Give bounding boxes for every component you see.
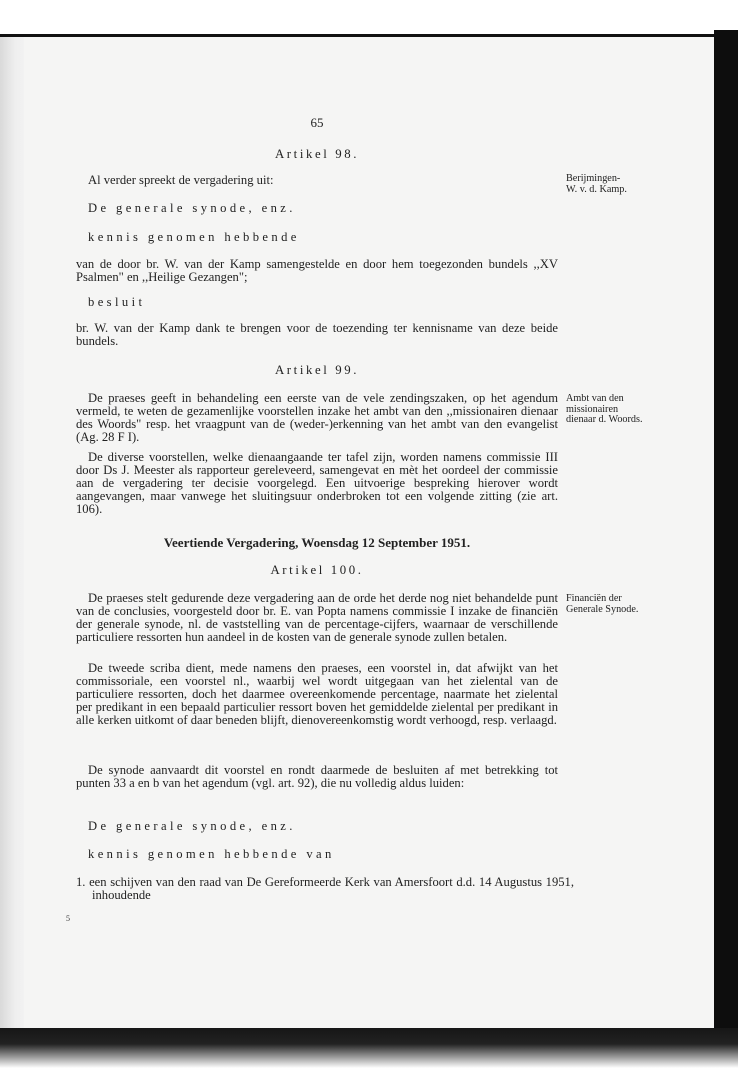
article-100-formula-kennis: kennis genomen hebbende van	[88, 847, 335, 861]
meeting-heading: Veertiende Vergadering, Woensdag 12 September 1951.	[163, 535, 471, 550]
article-98-besluit-text: br. W. van der Kamp dank te brengen voor de toezending ter kennisname van deze beide bundels.	[76, 321, 558, 348]
margin-note-financien: Financiën der Generale Synode.	[566, 593, 639, 615]
scan-top-edge	[0, 34, 722, 37]
margin-note-ambt: Ambt van den missionairen dienaar d. Woords.	[566, 393, 643, 425]
page-number: 65	[310, 115, 324, 130]
article-100-item-1: 1. een schijven van den raad van De Gereformeerde Kerk van Amersfoort d.d. 14 Augustus 1951, inhoudende	[76, 875, 574, 902]
article-100-title: Artikel 100.	[270, 563, 364, 577]
article-99-title: Artikel 99.	[274, 363, 360, 377]
margin-note-berijmingen: Berijmingen- W. v. d. Kamp.	[566, 173, 627, 195]
signature-mark: 5	[66, 914, 70, 923]
article-100-formula-synode: De generale synode, enz.	[88, 819, 296, 833]
article-100-paragraph-2: De tweede scriba dient, mede namens den praeses, een voorstel in, dat afwijkt van het commissoriale, een voorstel nl., waarbij wel wordt uitgegaan van het zielental van de particuliere ressorten, doch het daarmee overeenkomende percentage, naarmate het zielental per predikant in een bepaald particulier ressort boven het gemiddelde zielental per predikant in alle kerken uitkomt of daar beneden blijft, dienovereenkomstig wordt verhoogd, resp. verlaagd.	[76, 661, 558, 727]
article-98-considerans: van de door br. W. van der Kamp samengestelde en door hem toegezonden bundels ,,XV Psalmen" en ,,Heilige Gezangen";	[76, 257, 558, 284]
scan-right-edge	[714, 30, 738, 1040]
article-98-title: Artikel 98.	[274, 147, 360, 161]
article-98-formula-synode: De generale synode, enz.	[88, 201, 296, 215]
article-98-formula-kennis: kennis genomen hebbende	[88, 230, 300, 244]
article-100-paragraph-1: De praeses stelt gedurende deze vergadering aan de orde het derde nog niet behandelde punt van de conclusies, voorgesteld door br. E. van Popta namens commissie I inzake de financiën der generale synode, nl. de vaststelling van de percentage-cijfers, waarnaar de verschillende particuliere ressorten hun aandeel in de kosten van de generale synode zullen betalen.	[76, 591, 558, 644]
article-99-paragraph-1: De praeses geeft in behandeling een eerste van de vele zendingszaken, op het agendum vermeld, te weten de gezamenlijke voorstellen inzake het ambt van den ,,missionairen dienaar des Woords" resp. het vraagpunt van de (weder-)erkenning van het ambt van den evangelist (Ag. 28 F I).	[76, 391, 558, 444]
article-100-paragraph-3: De synode aanvaardt dit voorstel en rondt daarmede de besluiten af met betrekking tot punten 33 a en b van het agendum (vgl. art. 92), die nu volledig aldus luiden:	[76, 763, 558, 790]
article-98-besluit-label: besluit	[88, 295, 146, 309]
scan-bottom-edge	[0, 1028, 738, 1068]
article-99-paragraph-2: De diverse voorstellen, welke dienaangaande ter tafel zijn, worden namens commissie III door Ds J. Meester als rapporteur gereleveerd, samengevat en mèt het oordeel der commissie aan de vergadering ter decisie voorgelegd. Een uitvoerige bespreking hierover wordt aangevangen, maar vanwege het sluitingsuur onderbroken tot een volgende zitting (zie art. 106).	[76, 450, 558, 516]
article-98-intro: Al verder spreekt de vergadering uit:	[88, 173, 274, 187]
